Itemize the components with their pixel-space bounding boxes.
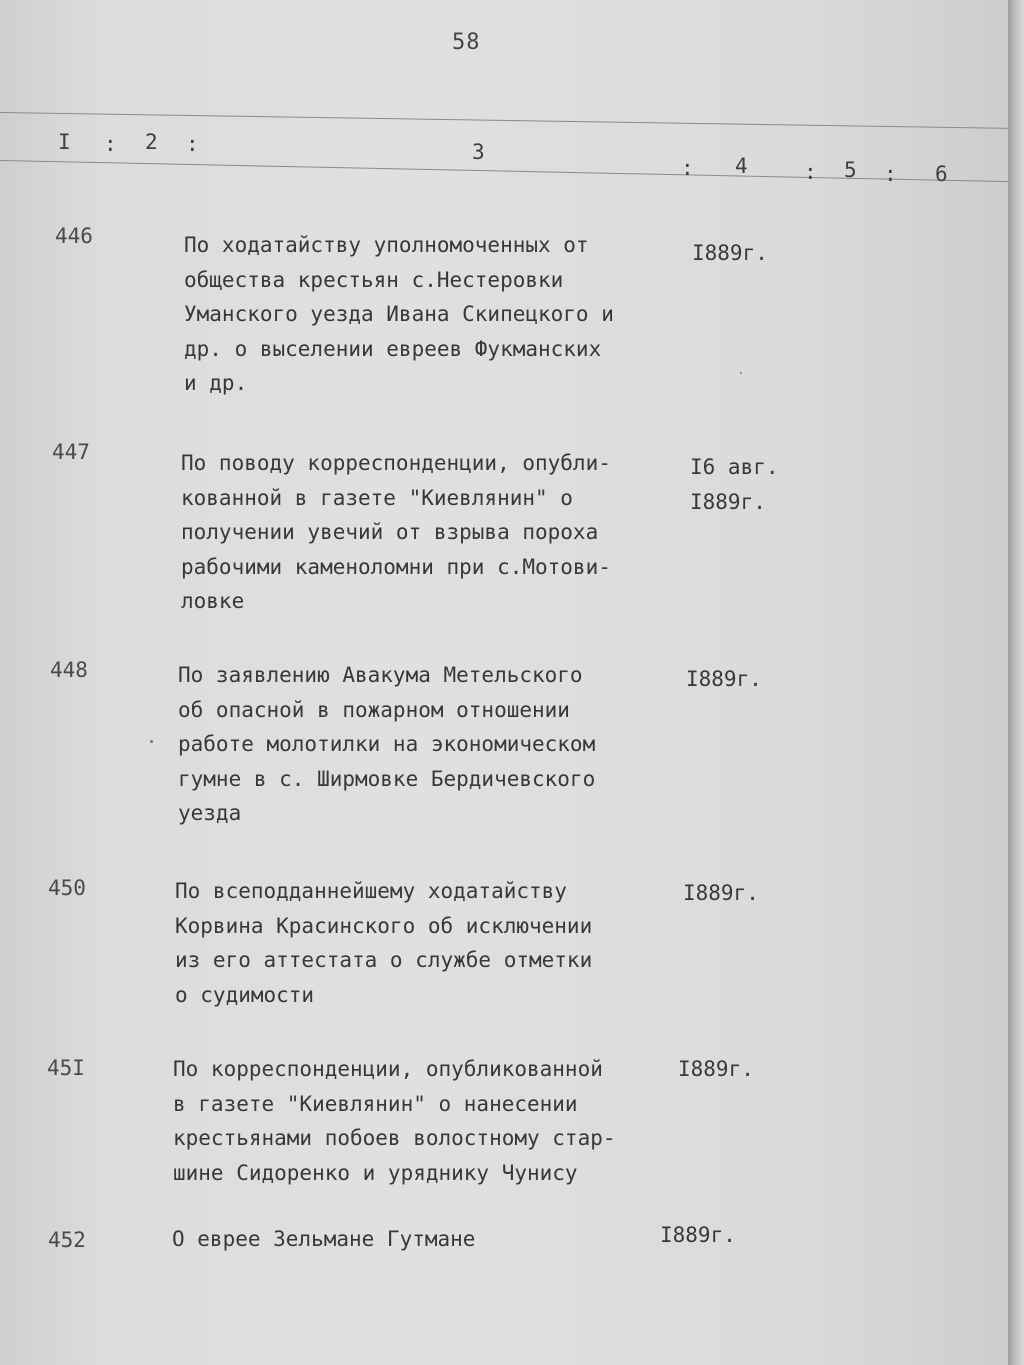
entry-date: I6 авг. I889г. [690,455,779,514]
entry-description: По поводу корреспонденции, опубли- кованной в газете "Киевлянин" о получении увечий от взрыва пороха рабочими каменоломни при с.Мотови- ловке [181,451,611,613]
column-header-1: I [58,130,71,154]
header-rule-bottom [0,160,1010,182]
entry-description: По всеподданнейшему ходатайству Корвина Красинского об исключении из его аттестата о службе отметки о судимости [175,879,593,1007]
paper-speck [740,372,742,374]
entry-date: I889г. [660,1223,736,1247]
entry-description: По корреспонденции, опубликованной в газете "Киевлянин" о нанесении крестьянами побоев волостному стар- шине Сидоренко и уряднику Чунису [173,1057,616,1185]
entry-number: 450 [48,876,86,900]
header-rule-top [0,112,1010,129]
column-separator: : [681,156,694,180]
entry-number: 446 [55,224,93,248]
entry-date: I889г. [683,881,759,905]
column-separator: : [804,160,817,184]
column-header-4: 4 [735,154,748,178]
column-separator: : [104,132,117,156]
entry-date: I889г. [692,241,768,265]
entry-description: По ходатайству уполномоченных от общества крестьян с.Нестеровки Уманского уезда Ивана Скипецкого и др. о выселении евреев Фукманских и др. [184,233,614,395]
entry-number: 447 [52,440,90,464]
page-edge-shadow [1008,0,1024,1365]
entry-number: 45I [47,1056,85,1080]
column-header-2: 2 [145,130,158,154]
entry-date: I889г. [686,667,762,691]
entry-description: О еврее Зельмане Гутмане [172,1227,476,1251]
entry-date: I889г. [678,1057,754,1081]
column-header-5: 5 [844,158,857,182]
column-header-6: 6 [935,162,948,186]
entry-number: 448 [50,658,88,682]
paper-speck [150,740,153,743]
column-header-3: 3 [472,140,485,164]
column-separator: : [186,132,199,156]
page-number: 58 [452,30,481,55]
entry-description: По заявлению Авакума Метельского об опасной в пожарном отношении работе молотилки на экономическом гумне в с. Ширмовке Бердичевского уезда [178,663,596,825]
entry-number: 452 [48,1228,86,1252]
column-separator: : [884,162,897,186]
